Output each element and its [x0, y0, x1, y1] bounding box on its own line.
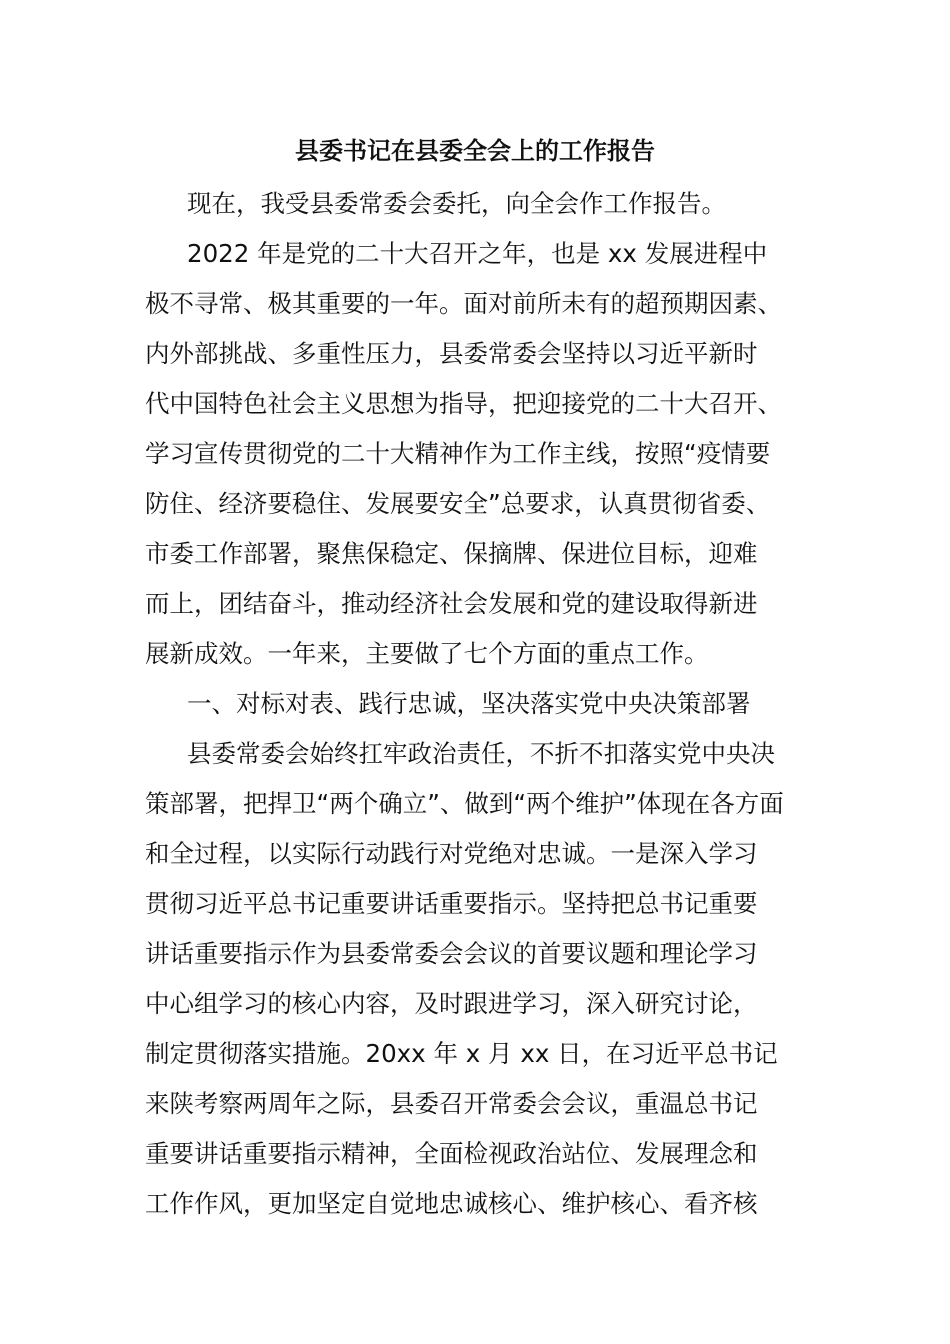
- text-line: 展新成效。一年来，主要做了七个方面的重点工作。: [145, 639, 709, 668]
- text-line: 和全过程，以实际行动践行对党绝对忠诚。一是深入学习: [145, 839, 758, 868]
- text-line: 而上，团结奋斗，推动经济社会发展和党的建设取得新进: [145, 589, 758, 618]
- text-line: 市委工作部署，聚焦保稳定、保摘牌、保进位目标，迎难: [145, 539, 758, 568]
- text-line: 中心组学习的核心内容，及时跟进学习，深入研究讨论，: [145, 989, 758, 1018]
- text-line: 2022 年是党的二十大召开之年，也是 xx 发展进程中: [187, 239, 768, 268]
- text-line: 策部署，把捍卫“两个确立”、做到“两个维护”体现在各方面: [145, 789, 784, 818]
- text-line: 县委常委会始终扛牢政治责任，不折不扣落实党中央决: [187, 739, 775, 768]
- text-line: 讲话重要指示作为县委常委会会议的首要议题和理论学习: [145, 939, 758, 968]
- text-line: 重要讲话重要指示精神，全面检视政治站位、发展理念和: [145, 1139, 758, 1168]
- text-line: 贯彻习近平总书记重要讲话重要指示。坚持把总书记重要: [145, 889, 758, 918]
- text-line: 现在，我受县委常委会委托，向全会作工作报告。: [187, 189, 726, 218]
- document-title: 县委书记在县委全会上的工作报告: [295, 137, 655, 165]
- text-line: 来陕考察两周年之际，县委召开常委会会议，重温总书记: [145, 1089, 758, 1118]
- text-line: 学习宣传贯彻党的二十大精神作为工作主线，按照“疫情要: [145, 439, 771, 468]
- text-line: 防住、经济要稳住、发展要安全”总要求，认真贯彻省委、: [145, 489, 771, 518]
- section-heading: 一、对标对表、践行忠诚，坚决落实党中央决策部署: [187, 689, 751, 718]
- text-line: 代中国特色社会主义思想为指导，把迎接党的二十大召开、: [145, 389, 782, 418]
- text-line: 极不寻常、极其重要的一年。面对前所未有的超预期因素、: [145, 289, 782, 318]
- text-line: 制定贯彻落实措施。20xx 年 x 月 xx 日，在习近平总书记: [145, 1039, 778, 1068]
- text-line: 工作作风，更加坚定自觉地忠诚核心、维护核心、看齐核: [145, 1189, 758, 1218]
- document-body: [145, 179, 810, 1229]
- text-line: 内外部挑战、多重性压力，县委常委会坚持以习近平新时: [145, 339, 758, 368]
